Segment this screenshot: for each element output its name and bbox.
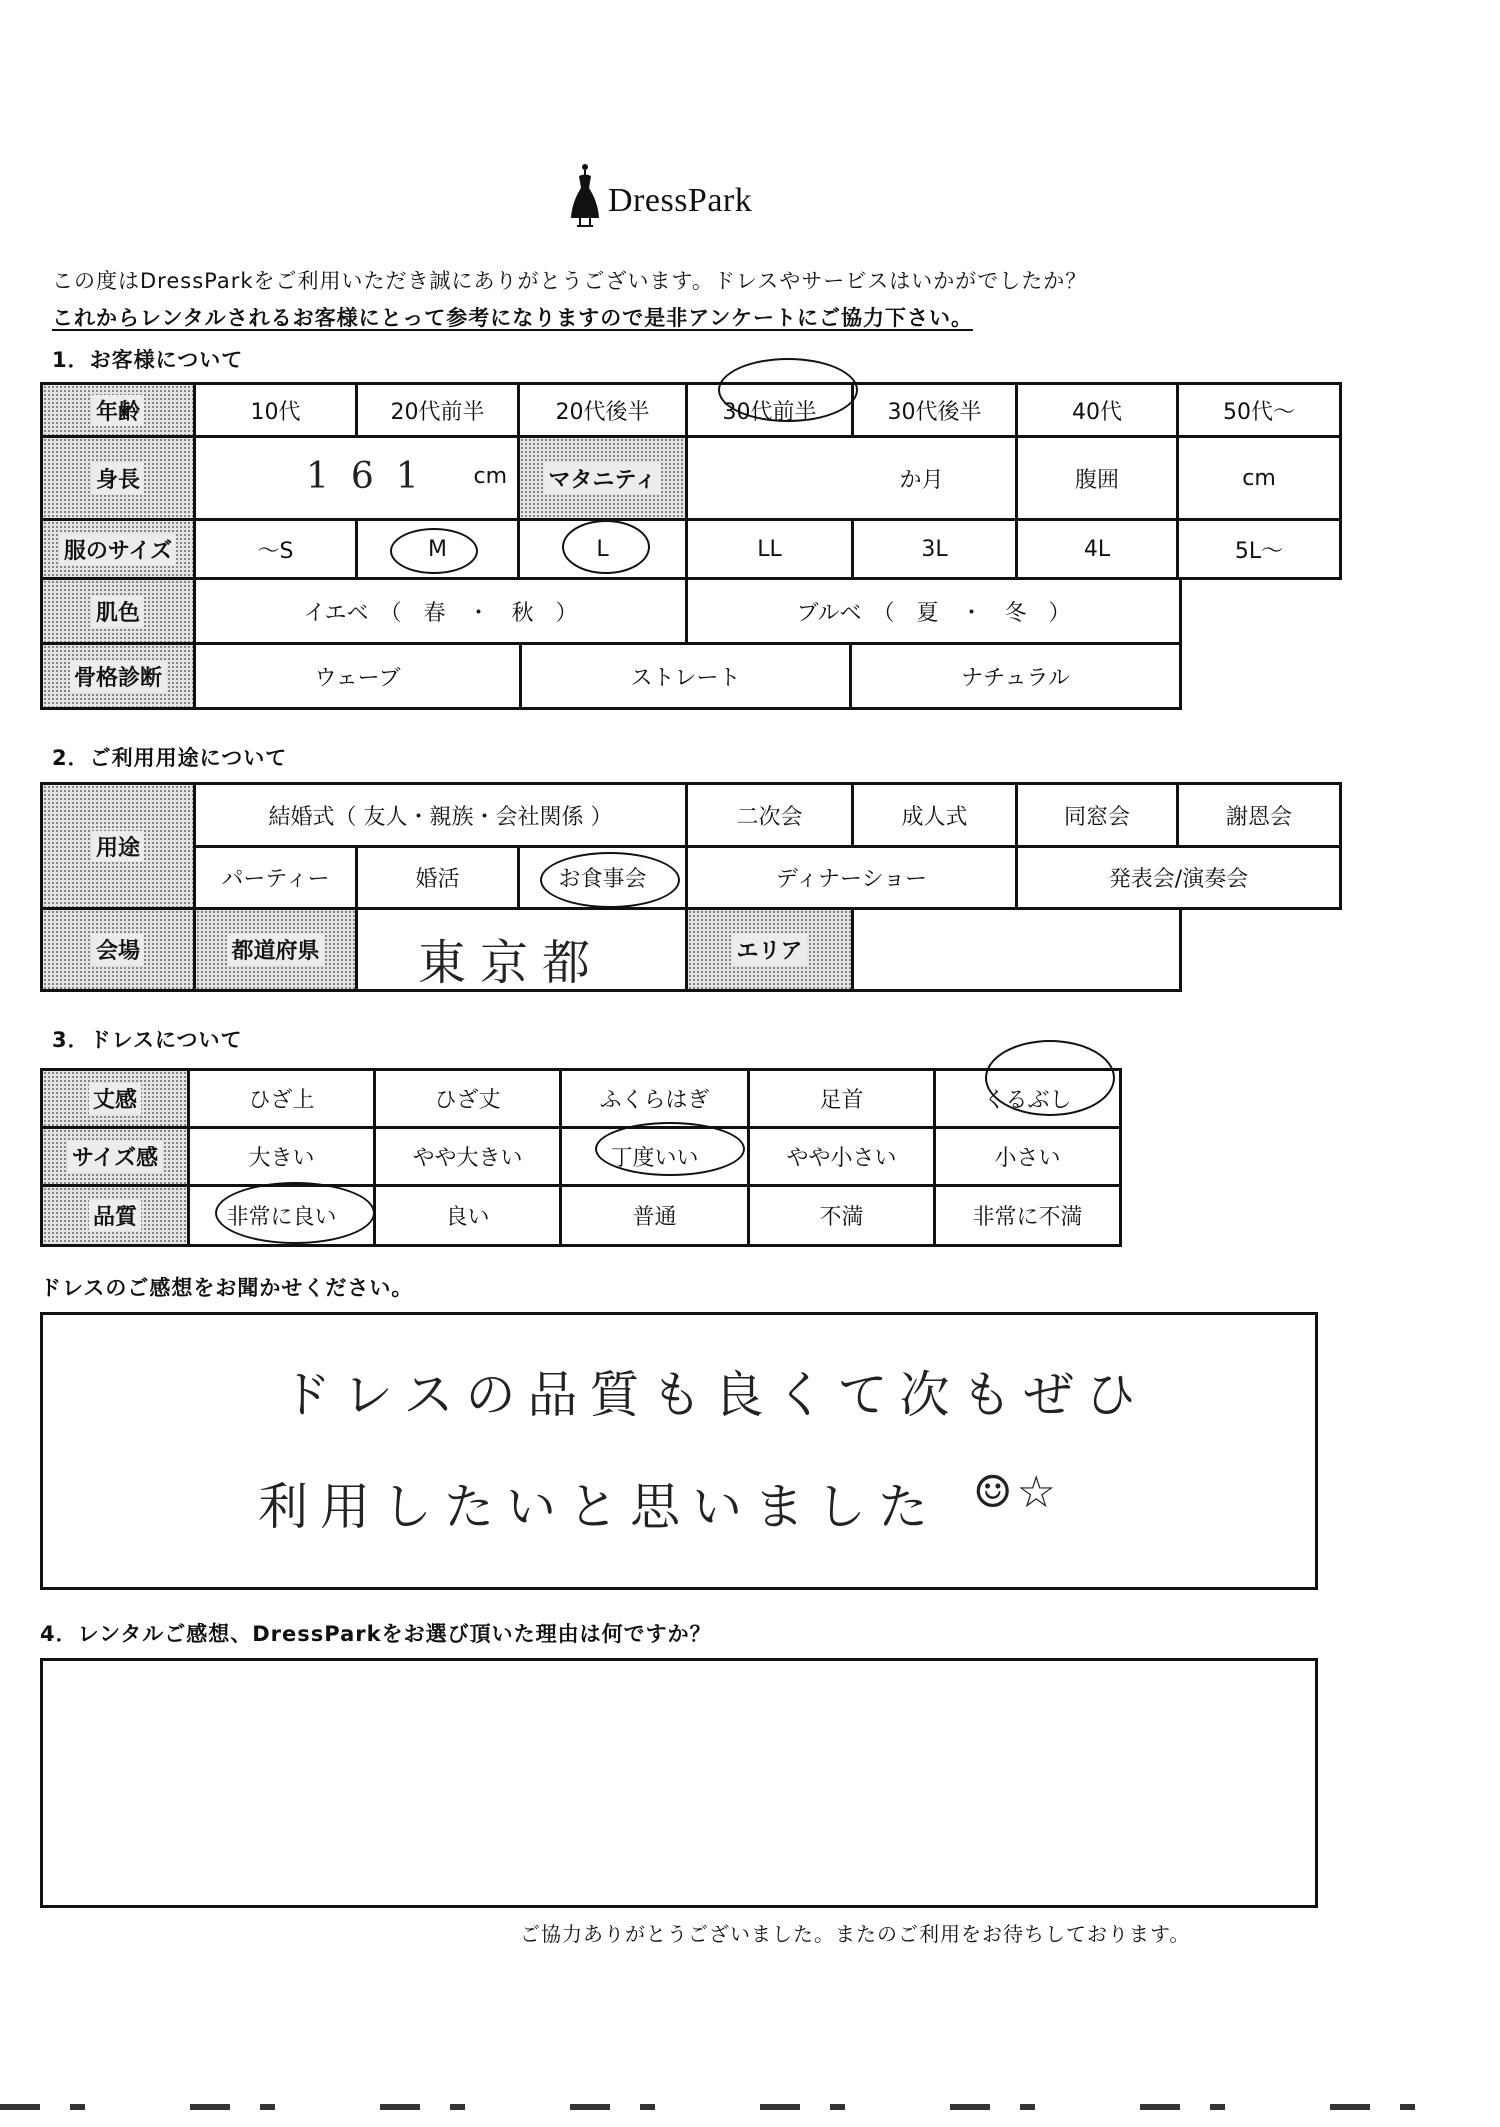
intro-line-1: この度はDressParkをご利用いただき誠にありがとうございます。ドレスやサービスはいかがでしたか？ [52, 269, 1088, 293]
fit-label: サイズ感 [40, 1126, 190, 1187]
age-option-early-20s[interactable]: 20代前半 [355, 382, 520, 438]
height-value-cell[interactable] [193, 435, 520, 521]
purpose-selection-circle [540, 852, 680, 908]
quality-poor[interactable]: 不満 [747, 1184, 936, 1247]
size-label: 服のサイズ [40, 518, 196, 580]
size-option-5l[interactable]: 5L～ [1176, 518, 1342, 580]
reason-box[interactable] [40, 1658, 1318, 1908]
comment-prompt: ドレスのご感想をお聞かせください。 [40, 1276, 414, 1300]
age-option-40s[interactable]: 40代 [1015, 382, 1179, 438]
purpose-dinner-show[interactable]: ディナーショー [685, 845, 1018, 910]
purpose-coming-of-age[interactable]: 成人式 [851, 782, 1018, 848]
skin-label: 肌色 [40, 577, 196, 645]
comment-doodle: ☺☆ [973, 1467, 1060, 1518]
size-option-m[interactable]: M [355, 518, 520, 580]
age-option-10s[interactable]: 10代 [193, 382, 358, 438]
purpose-matchmaking[interactable]: 婚活 [355, 845, 520, 910]
section4-title: 4．レンタルご感想、DressParkをお選び頂いた理由は何ですか？ [40, 1622, 712, 1646]
age-selection-circle [718, 358, 858, 422]
size-m-selection-circle [390, 528, 478, 574]
brand-logo [568, 162, 808, 232]
fit-selection-circle [595, 1122, 745, 1176]
frame-option-natural[interactable]: ナチュラル [849, 642, 1182, 710]
waist-value-cell[interactable]: cm [1176, 435, 1342, 521]
section3-title: 3．ドレスについて [52, 1028, 243, 1052]
age-option-early-30s[interactable]: 30代前半 [685, 382, 854, 438]
size-l-selection-circle [562, 520, 650, 574]
purpose-afterparty[interactable]: 二次会 [685, 782, 854, 848]
age-label: 年齢 [40, 382, 196, 438]
quality-average[interactable]: 普通 [559, 1184, 750, 1247]
prefecture-value-cell[interactable] [355, 907, 688, 992]
section2-title: 2．ご利用用途について [52, 746, 288, 770]
venue-label: 会場 [40, 907, 196, 992]
fit-just-right[interactable]: 丁度いい [559, 1126, 750, 1187]
brand-name: DressPark [608, 182, 753, 219]
length-ankle[interactable]: 足首 [747, 1068, 936, 1129]
waist-label: 腹囲 [1015, 435, 1179, 521]
height-value: 161 [306, 456, 441, 497]
prefecture-label: 都道府県 [193, 907, 358, 992]
fit-slightly-large[interactable]: やや大きい [373, 1126, 562, 1187]
comment-box[interactable] [40, 1312, 1318, 1590]
skin-yellow-base[interactable]: イエベ （ 春 ・ 秋 ） [193, 577, 688, 645]
fit-large[interactable]: 大きい [187, 1126, 376, 1187]
length-above-knee[interactable]: ひざ上 [187, 1068, 376, 1129]
size-option-3l[interactable]: 3L [851, 518, 1018, 580]
quality-selection-circle [215, 1182, 375, 1244]
purpose-thanks-party[interactable]: 謝恩会 [1176, 782, 1342, 848]
height-unit: cm [473, 464, 507, 489]
maternity-label: マタニティ [517, 435, 688, 521]
prefecture-value: 東京都 [418, 935, 605, 991]
frame-option-straight[interactable]: ストレート [519, 642, 852, 710]
quality-good[interactable]: 良い [373, 1184, 562, 1247]
length-knee[interactable]: ひざ丈 [373, 1068, 562, 1129]
purpose-party[interactable]: パーティー [193, 845, 358, 910]
frame-label: 骨格診断 [40, 642, 196, 710]
size-option-l[interactable]: L [517, 518, 688, 580]
comment-line-2: 利用したいと思いました [258, 1478, 940, 1536]
size-option-s[interactable]: ～S [193, 518, 358, 580]
skin-blue-base[interactable]: ブルベ （ 夏 ・ 冬 ） [685, 577, 1182, 645]
age-option-50s[interactable]: 50代～ [1176, 382, 1342, 438]
purpose-wedding[interactable]: 結婚式（ 友人・親族・会社関係 ） [193, 782, 688, 848]
size-option-ll[interactable]: LL [685, 518, 854, 580]
section1-title: 1．お客様について [52, 348, 244, 372]
quality-very-poor[interactable]: 非常に不満 [933, 1184, 1122, 1247]
purpose-dinner[interactable]: お食事会 [517, 845, 688, 910]
length-label: 丈感 [40, 1068, 190, 1129]
area-value-cell[interactable] [851, 907, 1182, 992]
age-option-late-30s[interactable]: 30代後半 [851, 382, 1018, 438]
length-calf[interactable]: ふくらはぎ [559, 1068, 750, 1129]
length-selection-circle [985, 1040, 1115, 1116]
comment-line-1: ドレスの品質も良くて次もぜひ [281, 1366, 1148, 1424]
age-option-late-20s[interactable]: 20代後半 [517, 382, 688, 438]
fit-slightly-small[interactable]: やや小さい [747, 1126, 936, 1187]
fit-small[interactable]: 小さい [933, 1126, 1122, 1187]
size-option-4l[interactable]: 4L [1015, 518, 1179, 580]
area-label: エリア [685, 907, 854, 992]
thanks-message: ご協力ありがとうございました。またのご利用をお待ちしております。 [520, 1922, 1191, 1946]
purpose-label: 用途 [40, 782, 196, 910]
dress-icon [568, 162, 602, 228]
quality-very-good[interactable]: 非常に良い [187, 1184, 376, 1247]
scan-edge-marks [0, 2104, 1500, 2110]
maternity-months-cell[interactable]: か月 [685, 435, 1018, 521]
intro-line-2: これからレンタルされるお客様にとって参考になりますので是非アンケートにご協力下さい。 [52, 306, 973, 330]
height-label: 身長 [40, 435, 196, 521]
purpose-reunion[interactable]: 同窓会 [1015, 782, 1179, 848]
length-below-ankle[interactable]: くるぶし [933, 1068, 1122, 1129]
purpose-recital[interactable]: 発表会/演奏会 [1015, 845, 1342, 910]
quality-label: 品質 [40, 1184, 190, 1247]
frame-option-wave[interactable]: ウェーブ [193, 642, 522, 710]
